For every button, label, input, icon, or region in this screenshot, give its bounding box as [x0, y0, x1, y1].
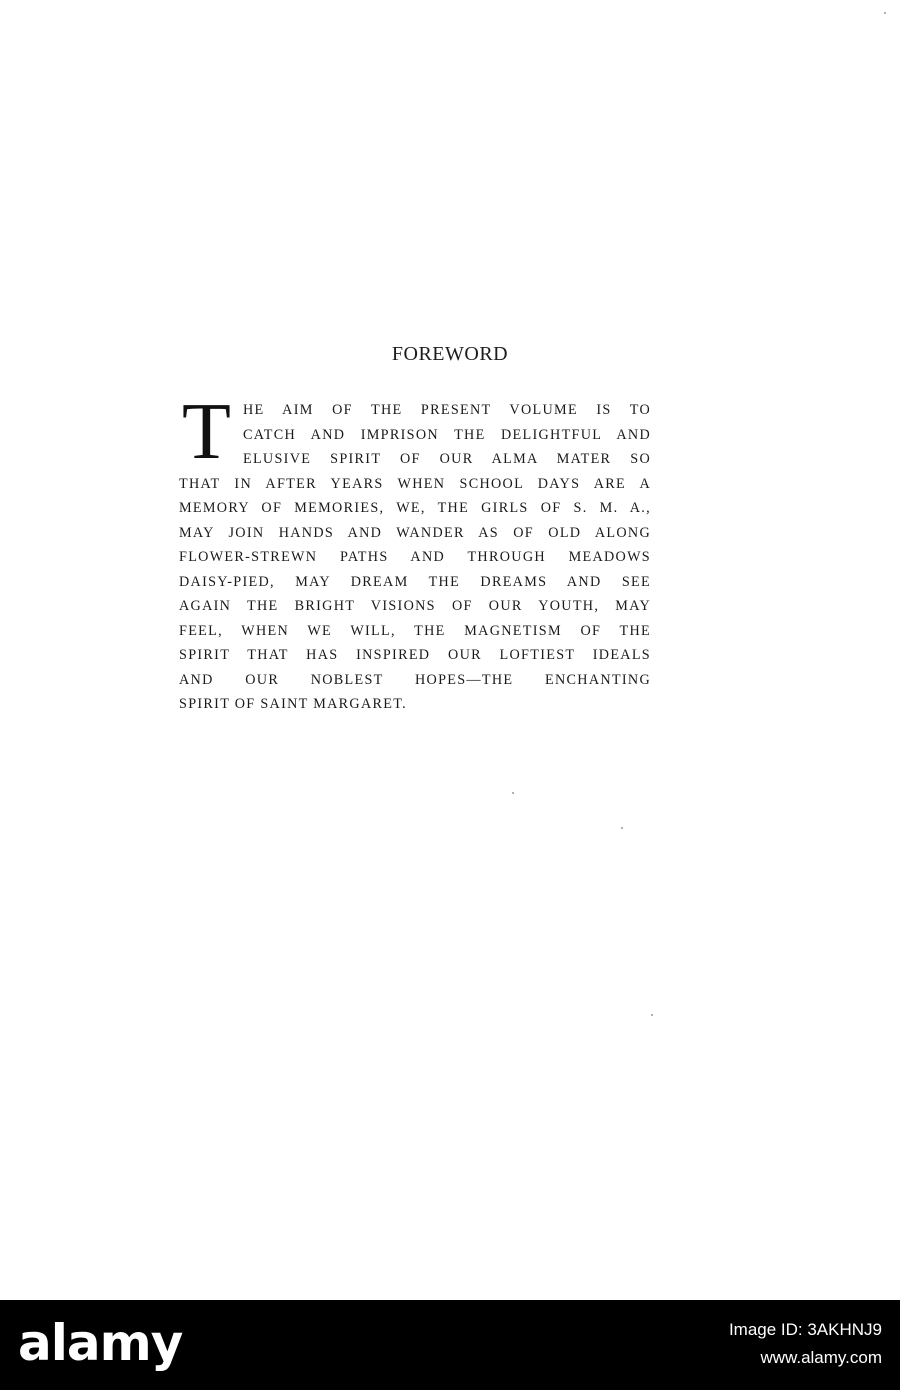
watermark-footer [0, 1300, 900, 1390]
text-line: SPIRIT OF SAINT MARGARET. [179, 696, 407, 712]
text-line: CATCH AND IMPRISON THE DELIGHTFUL AND [243, 426, 651, 443]
text-line: MEMORY OF MEMORIES, WE, THE GIRLS OF S. M. A., [179, 500, 651, 516]
scan-speck [884, 12, 886, 14]
drop-cap: T [182, 388, 231, 476]
site-url: www.alamy.com [760, 1348, 882, 1367]
scan-speck [512, 792, 514, 794]
text-line: MAY JOIN HANDS AND WANDER AS OF OLD ALONG [179, 524, 651, 541]
text-line: AND OUR NOBLEST HOPES—THE ENCHANTING [179, 671, 651, 688]
text-line: AGAIN THE BRIGHT VISIONS OF OUR YOUTH, MAY [179, 598, 651, 614]
text-line: FEEL, WHEN WE WILL, THE MAGNETISM OF THE [179, 622, 651, 639]
text-line: FLOWER-STREWN PATHS AND THROUGH MEADOWS [179, 549, 651, 565]
page-title: FOREWORD [391, 343, 509, 365]
image-id: Image ID: 3AKHNJ9 [728, 1320, 882, 1339]
alamy-logo: alamy [18, 1314, 183, 1372]
text-line: SPIRIT THAT HAS INSPIRED OUR LOFTIEST IDEALS [179, 647, 651, 663]
scan-speck [621, 827, 623, 829]
text-line: HE AIM OF THE PRESENT VOLUME IS TO [243, 402, 651, 418]
text-line: DAISY-PIED, MAY DREAM THE DREAMS AND SEE [179, 573, 651, 590]
scan-speck [651, 1014, 653, 1016]
foreword-paragraph [179, 388, 651, 717]
text-line: ELUSIVE SPIRIT OF OUR ALMA MATER SO [243, 451, 651, 467]
text-line: THAT IN AFTER YEARS WHEN SCHOOL DAYS ARE A [179, 475, 651, 492]
